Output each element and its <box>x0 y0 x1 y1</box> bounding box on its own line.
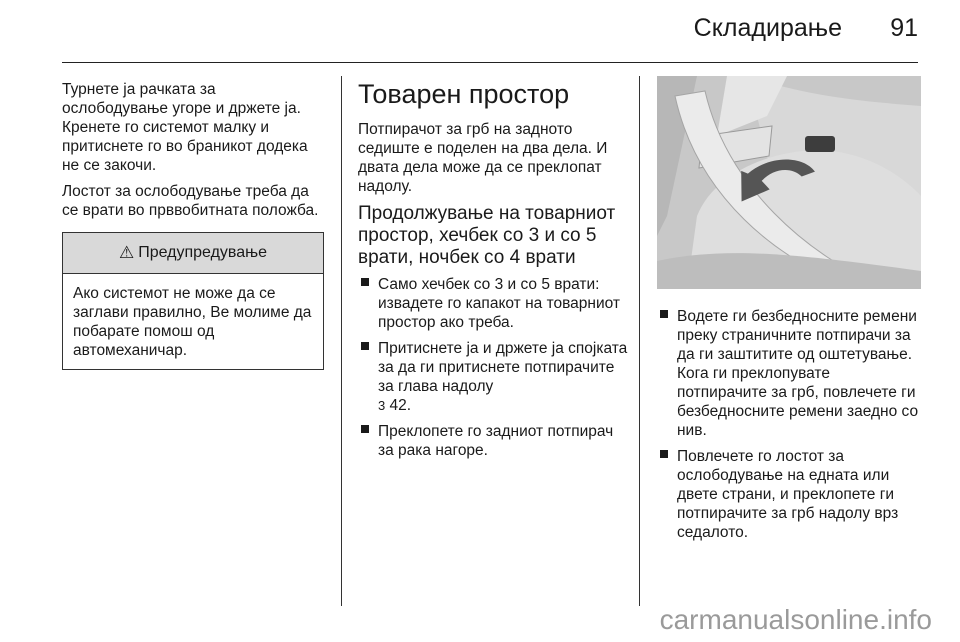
warning-triangle-icon: ⚠ <box>118 243 135 262</box>
section-intro: Потпирачот за грб на задното седиште е поделен на два дела. И двата дела може да се преклопат надолу. <box>358 121 608 195</box>
bullet-list <box>358 275 628 460</box>
header-rule <box>62 62 918 63</box>
bullet-square-icon <box>361 342 369 350</box>
list-item-text: Преклопете го задниот потпирач за рака нагоре. <box>378 423 614 459</box>
section-heading: Товарен простор <box>358 79 570 109</box>
warning-header <box>63 233 323 274</box>
subsection-heading: Продолжување на товарниот простор, хечбек со 3 и со 5 врати, ночбек со 4 врати <box>358 203 616 268</box>
column-2 <box>358 78 628 467</box>
paragraph-lever-return: Лостот за ослободување треба да се врати во прввобитната положба. <box>62 183 319 219</box>
list-item <box>657 447 923 542</box>
seat-belt-release-illustration <box>657 76 921 289</box>
bullet-square-icon <box>361 278 369 286</box>
list-item-text: Водете ги безбедносните ремени преку страничните потпирачи за да ги заштитите од оштетување. Кога ги преклопувате потпирачите за грб, повлечете ги безбедносните ремени заедно со нив. <box>677 308 919 439</box>
bullet-square-icon <box>660 310 668 318</box>
watermark: carmanualsonline.info <box>659 604 932 635</box>
column-1 <box>62 80 324 370</box>
column-divider-1 <box>341 76 342 606</box>
list-item <box>358 275 628 332</box>
bullet-list-2 <box>657 307 923 542</box>
header-title: Складирање <box>693 14 842 42</box>
column-divider-2 <box>639 76 640 606</box>
list-item <box>657 307 923 440</box>
column-3 <box>657 76 923 549</box>
warning-box <box>62 232 324 370</box>
warning-title: Предупредување <box>138 244 268 261</box>
list-item-text: Повлечете го лостот за ослободување на едната или двете страни, и преклопете ги потпирачите за грб надолу врз седалото. <box>677 448 899 541</box>
list-item-text: Само хечбек со 3 и со 5 врати: извадете го капакот на товарниот простор ако треба. <box>378 276 621 331</box>
bullet-square-icon <box>660 450 668 458</box>
list-item <box>358 339 628 415</box>
bullet-square-icon <box>361 425 369 433</box>
warning-text: Ако системот не може да се заглави правилно, Ве молиме да побарате помош од автомеханичар. <box>73 285 312 359</box>
page-reference-link[interactable]: 42. <box>389 397 412 414</box>
list-item-text: Притиснете ја и држете ја спојката за да ги притиснете потпирачите за глава надолу <box>378 340 628 395</box>
paragraph-release-handle: Турнете ја рачката за ослободување угоре и држете ја. Кренете го системот малку и притиснете го во браникот додека не се закочи. <box>62 81 308 174</box>
cross-reference-arrow-icon: 3 <box>378 398 386 413</box>
list-item <box>358 422 628 460</box>
page-number: 91 <box>890 14 918 42</box>
